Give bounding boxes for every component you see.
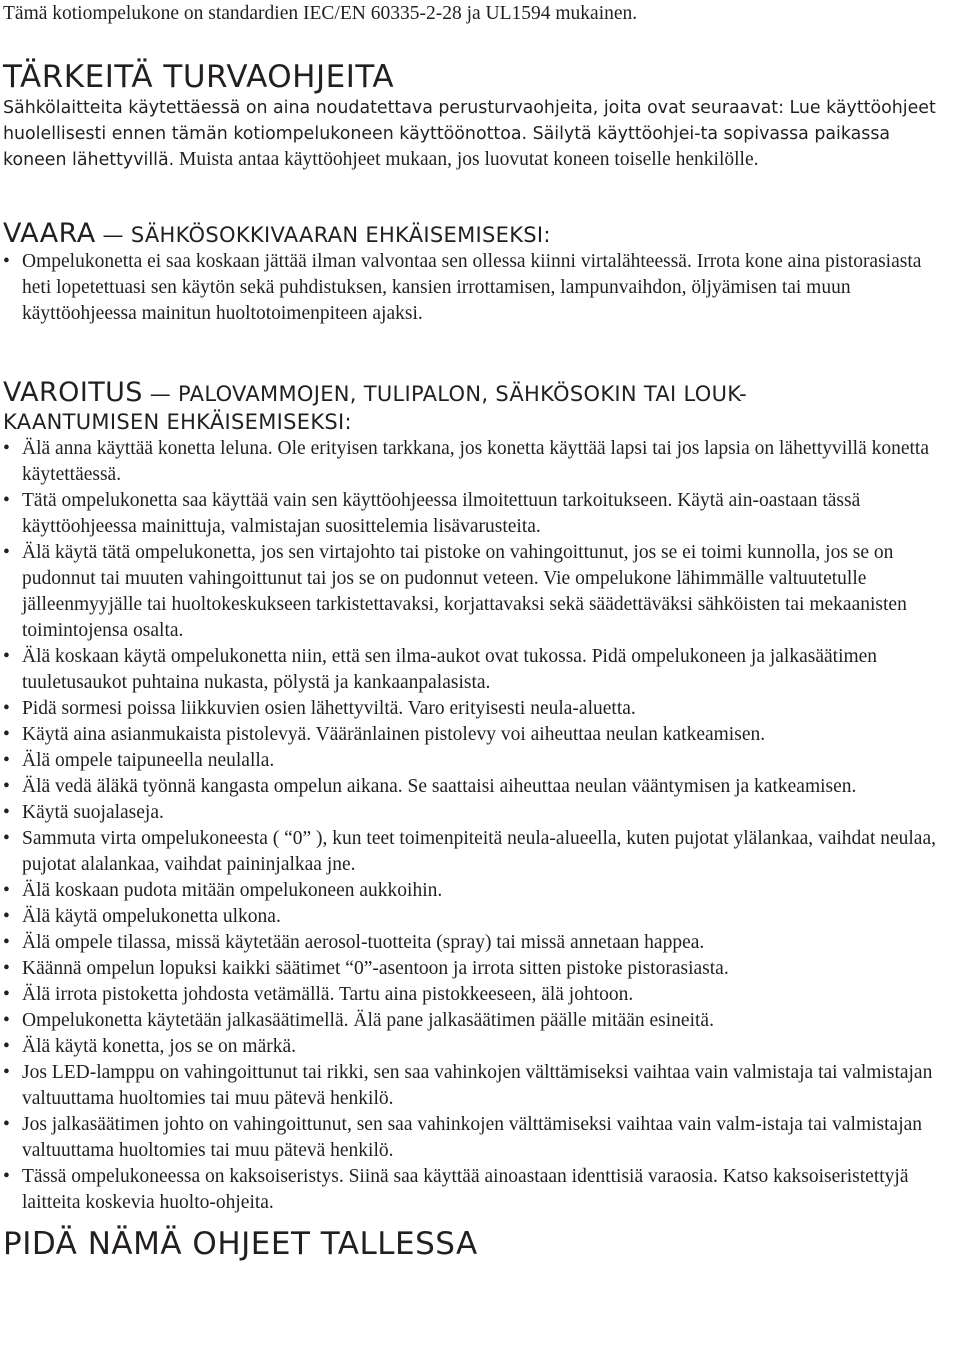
warning-heading-lead: VAROITUS <box>3 377 143 408</box>
main-title: TÄRKEITÄ TURVAOHJEITA <box>3 59 395 95</box>
bullet-marker: • <box>3 750 10 771</box>
list-item <box>3 826 953 878</box>
list-item-text: Pidä sormesi poissa liikkuvien osien lähettyviltä. Varo erityisesti neula-aluetta. <box>22 698 636 719</box>
list-item-text: Jos jalkasäätimen johto on vahingoittunut, sen saa vahinkojen välttämiseksi vaihtaa vain valm-istaja tai valmistajan valtuuttama huoltomies tai muu pätevä henkilö. <box>22 1114 923 1161</box>
bullet-marker: • <box>3 1166 10 1187</box>
bullet-marker: • <box>3 880 10 901</box>
list-item-text: Älä irrota pistoketta johdosta vetämällä. Tartu aina pistokkeeseen, älä johtoon. <box>22 984 634 1005</box>
bullet-marker: • <box>3 802 10 823</box>
list-item <box>3 722 953 748</box>
list-item-text: Käännä ompelun lopuksi kaikki säätimet “0”-asentoon ja irrota sitten pistoke pistorasiasta. <box>22 958 729 979</box>
list-item-text: Käytä suojalaseja. <box>22 802 164 823</box>
list-item-text: Älä vedä äläkä työnnä kangasta ompelun aikana. Se saattaisi aiheuttaa neulan vääntymisen ja katkeamisen. <box>22 776 857 797</box>
list-item <box>3 540 953 644</box>
bullet-marker: • <box>3 724 10 745</box>
list-item <box>3 1008 953 1034</box>
warning-heading-rest-line2: KAANTUMISEN EHKÄISEMISEKSI: <box>3 410 352 434</box>
list-item <box>3 748 953 774</box>
list-item-text: Älä anna käyttää konetta leluna. Ole erityisen tarkkana, jos konetta käyttää lapsi tai jos lapsia on lähettyvillä konetta käytettäessä. <box>22 438 929 485</box>
list-item <box>3 436 953 488</box>
list-item-text: Ompelukonetta käytetään jalkasäätimellä. Älä pane jalkasäätimen päälle mitään esineitä. <box>22 1010 714 1031</box>
bullet-marker: • <box>3 828 10 849</box>
list-item <box>3 904 953 930</box>
warning-heading-rest-line1: — PALOVAMMOJEN, TULIPALON, SÄHKÖSOKIN TAI LOUK- <box>142 382 748 406</box>
danger-heading <box>3 220 953 249</box>
list-item <box>3 774 953 800</box>
list-item <box>3 644 953 696</box>
list-item <box>3 956 953 982</box>
list-item-text: Älä koskaan pudota mitään ompelukoneen aukkoihin. <box>22 880 443 901</box>
list-item <box>3 488 953 540</box>
list-item <box>3 878 953 904</box>
document-page <box>3 0 953 1262</box>
list-item <box>3 249 953 327</box>
list-item <box>3 1112 953 1164</box>
list-item-text: Älä ompele taipuneella neulalla. <box>22 750 275 771</box>
list-item <box>3 982 953 1008</box>
final-title: PIDÄ NÄMÄ OHJEET TALLESSA <box>3 1226 478 1262</box>
danger-heading-rest: — SÄHKÖSOKKIVAARAN EHKÄISEMISEKSI: <box>95 223 551 247</box>
warning-list <box>3 436 953 1216</box>
list-item-text: Jos LED-lamppu on vahingoittunut tai rikki, sen saa vahinkojen välttämiseksi vaihtaa vain valmistaja tai valmistajan valtuuttama huoltomies tai muu pätevä henkilö. <box>22 1062 933 1109</box>
bullet-marker: • <box>3 490 10 511</box>
list-item-text: Käytä aina asianmukaista pistolevyä. Vääränlainen pistolevy voi aiheuttaa neulan katkeamisen. <box>22 724 766 745</box>
bullet-marker: • <box>3 1114 10 1135</box>
list-item-text: Ompelukonetta ei saa koskaan jättää ilman valvontaa sen ollessa kiinni virtalähteessä. Irrota kone aina pistorasiasta heti lopetettuasi sen käytön sekä puhdistuksen, kansien irrottamisen, lampunvaihdon, öljyämisen tai muun käyttöohjeessa mainitun huoltotoimenpiteen ajaksi. <box>22 251 922 324</box>
bullet-marker: • <box>3 776 10 797</box>
list-item <box>3 1034 953 1060</box>
list-item-text: Älä käytä tätä ompelukonetta, jos sen virtajohto tai pistoke on vahingoittunut, jos se ei toimi kunnolla, jos se on pudonnut tai muuten vahingoittunut tai jos se on pudonnut veteen. Vie ompelukone lähimmälle valtuutetulle jälleenmyyjälle tai huoltokeskukseen tarkistettavaksi, korjattavaksi sekä säädettäväksi sähköisten tai mekaanisten toimintojensa osalta. <box>22 542 907 641</box>
bullet-marker: • <box>3 906 10 927</box>
bullet-marker: • <box>3 1036 10 1057</box>
list-item <box>3 1164 953 1216</box>
list-item <box>3 930 953 956</box>
bullet-marker: • <box>3 251 10 272</box>
bullet-marker: • <box>3 542 10 563</box>
list-item-text: Älä koskaan käytä ompelukonetta niin, että sen ilma-aukot ovat tukossa. Pidä ompelukoneen ja jalkasäätimen tuuletusaukot puhtaina nukasta, pölystä ja kankaanpalasista. <box>22 646 878 693</box>
bullet-marker: • <box>3 958 10 979</box>
list-item-text: Älä ompele tilassa, missä käytetään aerosol-tuotteita (spray) tai missä annetaan happea. <box>22 932 705 953</box>
list-item-text: Tässä ompelukoneessa on kaksoiseristys. Siinä saa käyttää ainoastaan identtisiä varaosia. Katso kaksoiseristettyjä laitteita koskevia huolto-ohjeita. <box>22 1166 909 1213</box>
list-item-text: Tätä ompelukonetta saa käyttää vain sen käyttöohjeessa ilmoitettuun tarkoitukseen. Käytä ain-oastaan tässä käyttöohjeessa mainittuja, valmistajan suosittelemia lisävarusteita. <box>22 490 861 537</box>
list-item <box>3 800 953 826</box>
bullet-marker: • <box>3 1062 10 1083</box>
list-item-text: Älä käytä ompelukonetta ulkona. <box>22 906 281 927</box>
danger-heading-lead: VAARA <box>3 218 96 249</box>
bullet-marker: • <box>3 698 10 719</box>
list-item <box>3 1060 953 1112</box>
list-item-text: Älä käytä konetta, jos se on märkä. <box>22 1036 296 1057</box>
safety-intro-text: Sähkölaitteita käytettäessä on aina noudatettava perusturvaohjeita, joita ovat seuraavat: Lue käyttöohjeet huolellisesti ennen tämän kotiompelukoneen käyttöönottoa. Säilytä käyttöohjei-ta sopivassa paikassa koneen lähettyvillä. <box>3 98 936 170</box>
bullet-marker: • <box>3 438 10 459</box>
bullet-marker: • <box>3 932 10 953</box>
safety-intro-handover-text: Muista antaa käyttöohjeet mukaan, jos luovutat koneen toiselle henkilölle. <box>174 149 759 170</box>
bullet-marker: • <box>3 1010 10 1031</box>
standards-statement: Tämä kotiompelukone on standardien IEC/EN 60335-2-28 ja UL1594 mukainen. <box>3 3 638 24</box>
bullet-marker: • <box>3 984 10 1005</box>
bullet-marker: • <box>3 646 10 667</box>
list-item-text: Sammuta virta ompelukoneesta ( “0” ), kun teet toimenpiteitä neula-alueella, kuten pujotat ylälankaa, vaihdat neulaa, pujotat alalankaa, vaihdat paininjalkaa jne. <box>22 828 936 875</box>
list-item <box>3 696 953 722</box>
safety-intro-paragraph <box>3 95 953 173</box>
warning-heading <box>3 379 953 436</box>
danger-list <box>3 249 953 327</box>
